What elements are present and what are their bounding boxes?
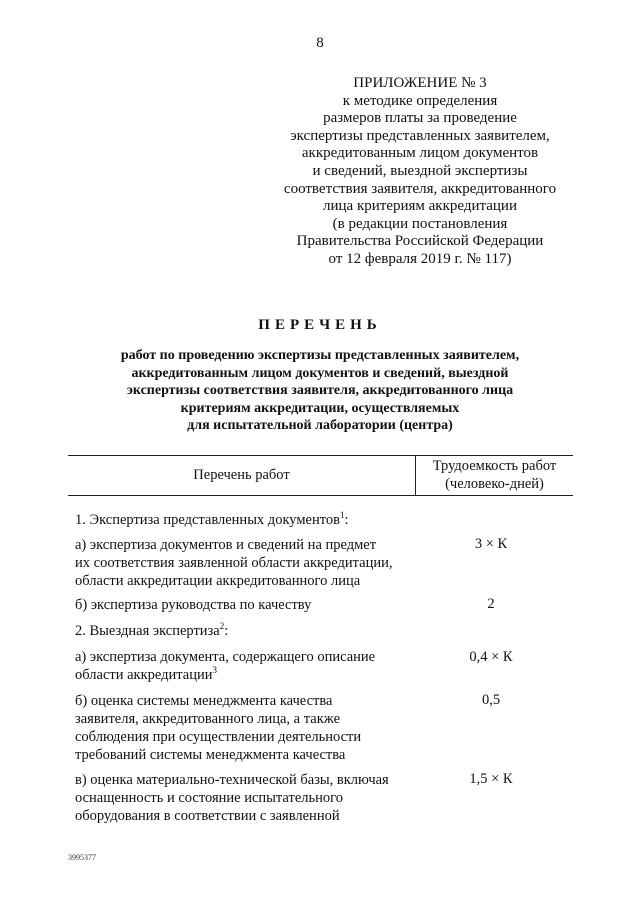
page-number: 8: [316, 35, 324, 51]
appendix-line: от 12 февраля 2019 г. № 117): [328, 250, 512, 267]
labor-value-1a: 3 × К: [474, 536, 508, 552]
section-heading-text: 1. Экспертиза представленных документов: [75, 512, 340, 528]
appendix-line: ПРИЛОЖЕНИЕ № 3: [353, 75, 487, 91]
appendix-line: размеров платы за проведение: [323, 110, 517, 127]
section-heading-2: [75, 622, 415, 640]
table-top-rule: [68, 455, 573, 456]
row-line: их соответствия заявленной области аккредитации,: [75, 555, 393, 571]
table-row-1b: [75, 596, 415, 614]
column-header-labor-line: Трудоемкость работ: [432, 458, 557, 474]
labor-value-2c: 1,5 × К: [469, 771, 513, 787]
labor-value-2b: 0,5: [481, 692, 501, 708]
row-line: а) экспертиза документов и сведений на предмет: [75, 537, 377, 553]
row-line: а) экспертиза документа, содержащего описание: [75, 649, 376, 665]
row-line: б) оценка системы менеджмента качества: [75, 693, 333, 709]
table-row-2a: [75, 648, 415, 684]
appendix-line: экспертизы представленных заявителем,: [290, 127, 550, 144]
column-header-works: Перечень работ: [193, 467, 290, 483]
section-heading-1: [75, 511, 415, 529]
footer-code: 3995377: [68, 853, 96, 862]
subtitle-line: экспертизы соответствия заявителя, аккредитованного лица: [126, 383, 514, 398]
section-heading-tail: :: [344, 512, 349, 528]
document-subtitle: [80, 347, 560, 435]
labor-value-1b: 2: [487, 596, 495, 612]
row-line: требований системы менеджмента качества: [75, 747, 346, 763]
row-line: заявителя, аккредитованного лица, а также: [75, 711, 341, 727]
appendix-line: к методике определения: [342, 92, 498, 109]
row-line: соблюдения при осуществлении деятельности: [75, 729, 362, 745]
appendix-line: и сведений, выездной экспертизы: [312, 162, 528, 179]
table-row-2b: [75, 692, 415, 764]
row-line: оборудования в соответствии с заявленной: [75, 808, 340, 824]
section-heading-tail: :: [224, 623, 229, 639]
appendix-line: аккредитованным лицом документов: [301, 145, 539, 162]
footnote-mark: 3: [212, 665, 217, 676]
column-header-labor: [416, 457, 573, 493]
row-line: области аккредитации: [75, 667, 213, 683]
appendix-line: Правительства Российской Федерации: [296, 233, 544, 250]
labor-value-2a: 0,4 × К: [469, 649, 513, 665]
footnote-mark: 1: [339, 510, 345, 521]
subtitle-line: работ по проведению экспертизы представленных заявителем,: [120, 348, 520, 363]
row-line: в) оценка материально-технической базы, включая: [75, 772, 389, 788]
table-row-1a: [75, 536, 415, 590]
appendix-line: лица критериям аккредитации: [323, 198, 517, 215]
subtitle-line: критериям аккредитации, осуществляемых: [180, 400, 460, 416]
column-header-labor-line: (человеко-дней): [445, 476, 544, 492]
table-header-rule: [68, 495, 573, 496]
appendix-header: [270, 75, 570, 269]
table-row-2c: [75, 771, 415, 825]
footnote-mark: 2: [219, 621, 225, 632]
subtitle-line: аккредитованным лицом документов и сведений, выездной: [131, 365, 509, 381]
document-title: ПЕРЕЧЕНЬ: [258, 317, 382, 333]
row-line: области аккредитации аккредитованного лица: [75, 573, 361, 589]
section-heading-text: 2. Выездная экспертиза: [75, 623, 220, 639]
row-line: оснащенность и состояние испытательного: [75, 790, 343, 806]
row-line: б) экспертиза руководства по качеству: [75, 597, 312, 613]
subtitle-line: для испытательной лаборатории (центра): [187, 418, 453, 433]
appendix-line: (в редакции постановления: [332, 215, 508, 232]
appendix-line: соответствия заявителя, аккредитованного: [283, 180, 557, 197]
